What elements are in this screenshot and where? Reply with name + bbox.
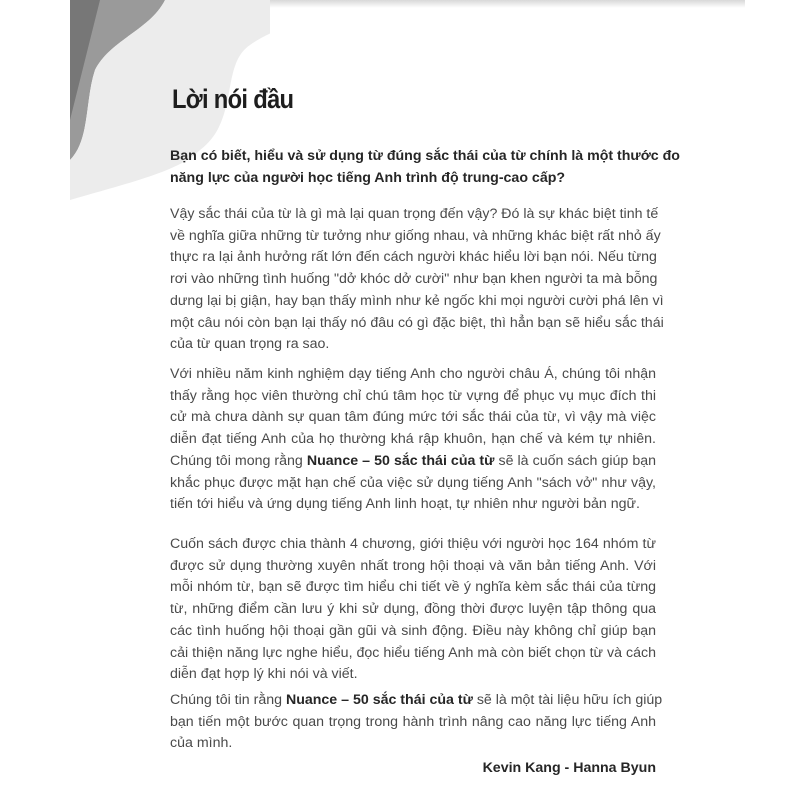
text-line: các tình huống hội thoại gần gũi và sinh động. Điều này không chỉ giúp bạn — [170, 622, 656, 639]
text-line: Với nhiều năm kinh nghiệm dạy tiếng Anh cho người châu Á, chúng tôi nhận — [170, 366, 656, 382]
text-line: Bạn có biết, hiểu và sử dụng từ đúng sắc thái của từ chính là một thước đo — [170, 148, 680, 164]
text-line: thực ra lại ảnh hưởng rất lớn đến cách người khác hiểu lời bạn nói. Nếu từng — [170, 249, 657, 266]
text-line: về nghĩa giữa những từ tưởng như giống nhau, và những khác biệt rất nhỏ ấy — [170, 227, 661, 244]
book-title: Nuance – 50 sắc thái của từ — [306, 452, 495, 469]
text-line: dưng lại bị giận, hay bạn thấy mình như kẻ ngốc khi mọi người cười phá lên vì — [170, 292, 664, 309]
text-line: của mình. — [170, 735, 233, 752]
text-segment: Chúng tôi tin rằng — [170, 692, 286, 708]
paragraph-4 — [170, 690, 663, 755]
text-segment: Chúng tôi mong rằng — [170, 452, 307, 469]
text-line: của từ quan trọng ra sao. — [170, 336, 330, 353]
text-line: một câu nói còn bạn lại thấy nó đâu có gì đặc biệt, thì hẳn bạn sẽ hiểu sắc thái — [170, 314, 664, 331]
text-line: được sử dụng thường xuyên nhất trong hội thoại và văn bản tiếng Anh. Với — [170, 557, 656, 574]
paragraph-3 — [170, 534, 656, 686]
text-line: bạn tiến một bước quan trọng trong hành trình nâng cao năng lực tiếng Anh — [170, 713, 656, 730]
text-line: cải thiện năng lực nghe hiểu, đọc hiểu tiếng Anh mà còn biết chọn từ và cách — [170, 644, 656, 661]
text-line: từ, những điểm cần lưu ý khi sử dụng, đồng thời được luyện tập thông qua — [170, 601, 656, 618]
text-line: diễn đạt tiếng Anh của họ thường khá rập khuôn, hạn chế và kém tự nhiên. — [170, 431, 656, 448]
paragraph-1 — [170, 204, 664, 356]
text-line: cử mà chưa dành sự quan tâm đúng mức tới sắc thái của từ, vì vậy mà việc — [170, 409, 656, 426]
text-line — [170, 690, 663, 712]
page-title: Lời nói đầu — [172, 84, 294, 114]
text-line: mỗi nhóm từ, bạn sẽ được tìm hiểu chi tiết về ý nghĩa kèm sắc thái của từng — [170, 579, 656, 596]
text-line: Vậy sắc thái của từ là gì mà lại quan trọng đến vậy? Đó là sự khác biệt tinh tế — [170, 206, 659, 222]
book-title: Nuance – 50 sắc thái của từ — [285, 692, 473, 708]
paragraph-2 — [170, 364, 656, 516]
text-line: tiến tới hiểu và ứng dụng tiếng Anh linh hoạt, tự nhiên như người bản ngữ. — [170, 496, 640, 513]
lead-question — [170, 146, 680, 189]
text-line: thấy rằng học viên thường chỉ chú tâm học từ vựng để phục vụ mục đích thi — [170, 387, 656, 404]
text-line: rơi vào những tình huống "dở khóc dở cười" như bạn khen người ta mà bỗng — [170, 271, 658, 288]
text-line: Cuốn sách được chia thành 4 chương, giới thiệu với người học 164 nhóm từ — [170, 536, 656, 552]
text-segment: sẽ là cuốn sách giúp bạn — [494, 452, 656, 469]
text-segment: sẽ là một tài liệu hữu ích giúp — [472, 692, 663, 708]
text-line: diễn đạt hợp lý khi nói và viết. — [170, 666, 358, 683]
text-line: khắc phục được mặt hạn chế của việc sử dụng tiếng Anh "sách vở" như vậy, — [170, 474, 656, 491]
text-line — [170, 451, 656, 473]
author-signature: Kevin Kang - Hanna Byun — [482, 760, 656, 776]
text-line: năng lực của người học tiếng Anh trình độ trung-cao cấp? — [170, 169, 566, 186]
